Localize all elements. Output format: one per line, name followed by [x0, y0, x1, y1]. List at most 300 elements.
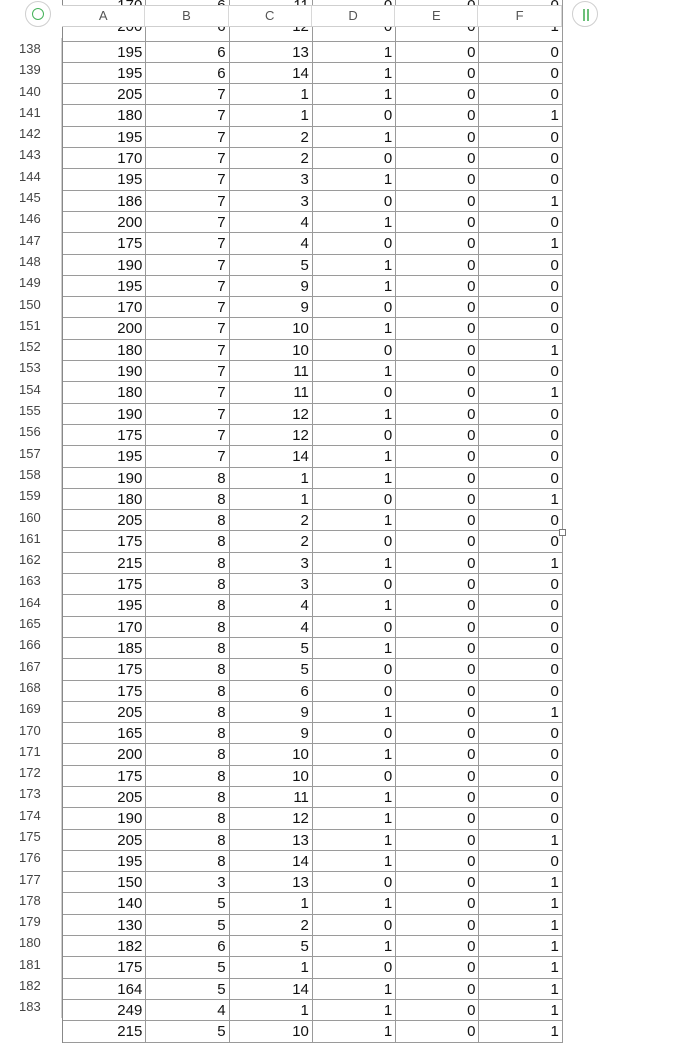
table-cell[interactable]: 175	[63, 659, 146, 679]
row-number[interactable]: 141	[14, 102, 62, 123]
table-cell[interactable]: 0	[396, 1000, 479, 1020]
table-cell[interactable]: 205	[63, 84, 146, 104]
table-cell[interactable]: 0	[313, 723, 396, 743]
table-cell[interactable]: 5	[146, 979, 229, 999]
table-cell[interactable]: 0	[479, 318, 562, 338]
table-cell[interactable]: 0	[313, 191, 396, 211]
table-cell[interactable]: 0	[396, 361, 479, 381]
table-cell[interactable]: 8	[146, 830, 229, 850]
column-header[interactable]: D	[312, 6, 395, 26]
table-cell[interactable]: 165	[63, 723, 146, 743]
table-cell[interactable]: 195	[63, 851, 146, 871]
table-cell[interactable]: 0	[396, 638, 479, 658]
row-number[interactable]: 157	[14, 443, 62, 464]
table-cell[interactable]: 7	[146, 425, 229, 445]
table-cell[interactable]: 0	[479, 212, 562, 232]
table-cell[interactable]: 0	[479, 297, 562, 317]
selection-handle[interactable]	[559, 529, 566, 536]
table-cell[interactable]: 0	[313, 915, 396, 935]
table-cell[interactable]: 1	[479, 382, 562, 402]
table-cell[interactable]: 150	[63, 872, 146, 892]
table-cell[interactable]: 0	[396, 851, 479, 871]
table-cell[interactable]: 7	[146, 255, 229, 275]
table-cell[interactable]: 0	[479, 766, 562, 786]
table-cell[interactable]: 2	[230, 915, 313, 935]
table-cell[interactable]: 0	[396, 297, 479, 317]
row-number[interactable]: 149	[14, 272, 62, 293]
table-cell[interactable]: 5	[230, 638, 313, 658]
table-cell[interactable]: 2	[230, 510, 313, 530]
table-cell[interactable]: 7	[146, 148, 229, 168]
row-number[interactable]: 175	[14, 826, 62, 847]
table-cell[interactable]: 170	[63, 148, 146, 168]
table-cell[interactable]: 11	[230, 361, 313, 381]
table-cell[interactable]: 7	[146, 105, 229, 125]
table-cell[interactable]: 195	[63, 595, 146, 615]
row-number[interactable]: 146	[14, 208, 62, 229]
row-number[interactable]: 155	[14, 400, 62, 421]
table-cell[interactable]: 0	[313, 766, 396, 786]
table-cell[interactable]: 0	[396, 255, 479, 275]
table-cell[interactable]: 0	[396, 617, 479, 637]
table-cell[interactable]: 185	[63, 638, 146, 658]
row-number[interactable]: 140	[14, 81, 62, 102]
row-number[interactable]: 145	[14, 187, 62, 208]
table-cell[interactable]: 3	[230, 553, 313, 573]
table-cell[interactable]: 140	[63, 893, 146, 913]
table-cell[interactable]: 195	[63, 127, 146, 147]
table-cell[interactable]: 205	[63, 787, 146, 807]
table-cell[interactable]: 0	[479, 361, 562, 381]
table-cell[interactable]: 0	[479, 169, 562, 189]
table-cell[interactable]: 1	[230, 489, 313, 509]
table-cell[interactable]: 5	[146, 893, 229, 913]
table-cell[interactable]: 0	[479, 574, 562, 594]
table-cell[interactable]: 1	[313, 702, 396, 722]
table-cell[interactable]: 1	[479, 191, 562, 211]
row-number[interactable]: 173	[14, 783, 62, 804]
table-cell[interactable]: 0	[396, 681, 479, 701]
table-cell[interactable]: 0	[313, 382, 396, 402]
row-number[interactable]: 144	[14, 166, 62, 187]
table-cell[interactable]: 0	[313, 617, 396, 637]
table-cell[interactable]: 200	[63, 744, 146, 764]
table-cell[interactable]: 1	[313, 893, 396, 913]
table-cell[interactable]: 2	[230, 531, 313, 551]
table-cell[interactable]: 10	[230, 340, 313, 360]
table-cell[interactable]: 9	[230, 297, 313, 317]
table-cell[interactable]: 1	[479, 105, 562, 125]
table-cell[interactable]: 0	[396, 191, 479, 211]
table-cell[interactable]: 0	[396, 702, 479, 722]
table-cell[interactable]: 180	[63, 489, 146, 509]
record-icon[interactable]	[25, 1, 51, 27]
table-cell[interactable]: 1	[479, 702, 562, 722]
table-cell[interactable]: 7	[146, 340, 229, 360]
table-cell[interactable]: 1	[313, 42, 396, 62]
table-cell[interactable]: 0	[396, 489, 479, 509]
table-cell[interactable]: 6	[230, 681, 313, 701]
table-cell[interactable]: 8	[146, 851, 229, 871]
row-number[interactable]: 182	[14, 975, 62, 996]
table-cell[interactable]: 1	[313, 84, 396, 104]
table-cell[interactable]: 9	[230, 276, 313, 296]
table-cell[interactable]: 182	[63, 936, 146, 956]
table-cell[interactable]: 0	[396, 276, 479, 296]
table-cell[interactable]: 1	[313, 276, 396, 296]
table-cell[interactable]: 1	[479, 233, 562, 253]
table-cell[interactable]: 1	[313, 979, 396, 999]
table-cell[interactable]: 1	[230, 1000, 313, 1020]
table-cell[interactable]: 8	[146, 723, 229, 743]
table-cell[interactable]: 8	[146, 595, 229, 615]
table-cell[interactable]: 0	[396, 531, 479, 551]
table-cell[interactable]: 7	[146, 318, 229, 338]
row-number[interactable]: 167	[14, 656, 62, 677]
table-cell[interactable]: 1	[313, 468, 396, 488]
table-cell[interactable]: 186	[63, 191, 146, 211]
table-cell[interactable]: 175	[63, 233, 146, 253]
table-cell[interactable]: 1	[230, 84, 313, 104]
row-number[interactable]: 170	[14, 720, 62, 741]
table-cell[interactable]: 8	[146, 702, 229, 722]
table-cell[interactable]: 190	[63, 404, 146, 424]
table-cell[interactable]: 190	[63, 808, 146, 828]
pause-icon[interactable]	[572, 1, 598, 27]
table-cell[interactable]: 0	[396, 340, 479, 360]
table-cell[interactable]: 8	[146, 787, 229, 807]
row-number[interactable]: 150	[14, 294, 62, 315]
table-cell[interactable]: 11	[230, 382, 313, 402]
table-cell[interactable]: 0	[313, 659, 396, 679]
table-cell[interactable]: 0	[396, 127, 479, 147]
table-cell[interactable]: 190	[63, 468, 146, 488]
table-cell[interactable]: 0	[479, 63, 562, 83]
table-cell[interactable]: 0	[479, 808, 562, 828]
row-number[interactable]: 164	[14, 592, 62, 613]
row-number[interactable]: 152	[14, 336, 62, 357]
table-cell[interactable]: 8	[146, 808, 229, 828]
table-cell[interactable]: 11	[230, 787, 313, 807]
table-cell[interactable]: 175	[63, 681, 146, 701]
table-cell[interactable]: 0	[396, 787, 479, 807]
table-cell[interactable]: 190	[63, 255, 146, 275]
table-cell[interactable]: 190	[63, 361, 146, 381]
table-cell[interactable]: 7	[146, 404, 229, 424]
table-cell[interactable]: 0	[396, 212, 479, 232]
table-cell[interactable]: 0	[313, 233, 396, 253]
row-number[interactable]: 180	[14, 932, 62, 953]
table-cell[interactable]: 0	[479, 510, 562, 530]
table-cell[interactable]: 195	[63, 276, 146, 296]
table-cell[interactable]: 7	[146, 191, 229, 211]
table-cell[interactable]: 8	[146, 617, 229, 637]
table-cell[interactable]: 0	[313, 297, 396, 317]
table-cell[interactable]: 4	[230, 617, 313, 637]
row-number[interactable]: 159	[14, 485, 62, 506]
row-number[interactable]: 168	[14, 677, 62, 698]
table-cell[interactable]: 215	[63, 553, 146, 573]
table-cell[interactable]: 0	[479, 84, 562, 104]
table-cell[interactable]: 6	[146, 42, 229, 62]
row-number[interactable]: 161	[14, 528, 62, 549]
table-cell[interactable]: 0	[479, 276, 562, 296]
table-cell[interactable]: 1	[313, 830, 396, 850]
table-cell[interactable]: 0	[479, 617, 562, 637]
table-cell[interactable]: 1	[313, 212, 396, 232]
column-header[interactable]: E	[395, 6, 478, 26]
table-cell[interactable]: 8	[146, 510, 229, 530]
table-cell[interactable]: 1	[313, 936, 396, 956]
table-cell[interactable]: 180	[63, 382, 146, 402]
row-number[interactable]: 147	[14, 230, 62, 251]
table-cell[interactable]: 3	[230, 191, 313, 211]
table-cell[interactable]: 180	[63, 105, 146, 125]
table-cell[interactable]: 12	[230, 404, 313, 424]
table-cell[interactable]: 0	[396, 766, 479, 786]
row-number[interactable]: 174	[14, 805, 62, 826]
table-cell[interactable]: 0	[479, 127, 562, 147]
row-number[interactable]: 148	[14, 251, 62, 272]
table-cell[interactable]: 195	[63, 63, 146, 83]
table-cell[interactable]: 0	[396, 84, 479, 104]
table-cell[interactable]: 195	[63, 169, 146, 189]
table-cell[interactable]: 1	[313, 744, 396, 764]
table-cell[interactable]: 0	[396, 744, 479, 764]
table-cell[interactable]: 1	[479, 936, 562, 956]
table-cell[interactable]: 8	[146, 531, 229, 551]
table-cell[interactable]: 0	[396, 404, 479, 424]
table-cell[interactable]: 1	[313, 169, 396, 189]
table-cell[interactable]: 175	[63, 531, 146, 551]
table-cell[interactable]: 10	[230, 1021, 313, 1041]
table-cell[interactable]: 1	[313, 63, 396, 83]
table-cell[interactable]: 14	[230, 851, 313, 871]
row-number[interactable]: 179	[14, 911, 62, 932]
table-cell[interactable]: 1	[313, 127, 396, 147]
table-cell[interactable]: 8	[146, 574, 229, 594]
table-cell[interactable]: 200	[63, 212, 146, 232]
table-cell[interactable]: 5	[146, 915, 229, 935]
table-cell[interactable]: 8	[146, 659, 229, 679]
table-cell[interactable]: 0	[479, 446, 562, 466]
row-number[interactable]: 154	[14, 379, 62, 400]
table-cell[interactable]: 7	[146, 84, 229, 104]
table-cell[interactable]: 0	[479, 851, 562, 871]
table-cell[interactable]: 0	[396, 830, 479, 850]
table-cell[interactable]: 195	[63, 42, 146, 62]
table-cell[interactable]: 4	[230, 233, 313, 253]
table-cell[interactable]: 0	[396, 382, 479, 402]
row-number[interactable]: 176	[14, 847, 62, 868]
table-cell[interactable]: 0	[396, 595, 479, 615]
table-cell[interactable]: 5	[146, 1021, 229, 1041]
row-number[interactable]: 163	[14, 570, 62, 591]
table-cell[interactable]: 0	[396, 1021, 479, 1041]
table-cell[interactable]: 1	[479, 872, 562, 892]
table-cell[interactable]: 1	[313, 361, 396, 381]
table-cell[interactable]: 14	[230, 979, 313, 999]
table-cell[interactable]: 8	[146, 553, 229, 573]
row-number[interactable]: 181	[14, 954, 62, 975]
table-cell[interactable]: 0	[479, 42, 562, 62]
table-cell[interactable]: 0	[313, 872, 396, 892]
table-cell[interactable]: 0	[396, 446, 479, 466]
table-cell[interactable]: 1	[230, 957, 313, 977]
table-cell[interactable]: 1	[313, 1000, 396, 1020]
table-cell[interactable]: 9	[230, 702, 313, 722]
row-number[interactable]: 151	[14, 315, 62, 336]
table-cell[interactable]: 0	[396, 915, 479, 935]
table-cell[interactable]: 0	[396, 574, 479, 594]
table-cell[interactable]: 0	[396, 957, 479, 977]
row-number[interactable]: 158	[14, 464, 62, 485]
table-cell[interactable]: 0	[479, 638, 562, 658]
table-cell[interactable]: 164	[63, 979, 146, 999]
table-cell[interactable]: 10	[230, 766, 313, 786]
table-cell[interactable]: 1	[230, 105, 313, 125]
table-cell[interactable]: 0	[396, 105, 479, 125]
table-cell[interactable]: 205	[63, 702, 146, 722]
table-cell[interactable]: 1	[313, 446, 396, 466]
table-cell[interactable]: 0	[396, 893, 479, 913]
table-cell[interactable]: 0	[479, 787, 562, 807]
row-number[interactable]: 143	[14, 144, 62, 165]
table-cell[interactable]: 13	[230, 830, 313, 850]
table-cell[interactable]: 0	[479, 425, 562, 445]
table-cell[interactable]: 14	[230, 63, 313, 83]
table-cell[interactable]: 7	[146, 127, 229, 147]
table-cell[interactable]: 0	[313, 105, 396, 125]
table-cell[interactable]: 1	[479, 553, 562, 573]
table-cell[interactable]: 0	[396, 148, 479, 168]
table-cell[interactable]: 5	[230, 659, 313, 679]
table-cell[interactable]: 175	[63, 425, 146, 445]
table-cell[interactable]: 1	[479, 893, 562, 913]
table-cell[interactable]: 1	[313, 553, 396, 573]
table-cell[interactable]: 7	[146, 233, 229, 253]
table-cell[interactable]: 9	[230, 723, 313, 743]
table-cell[interactable]: 7	[146, 297, 229, 317]
table-cell[interactable]: 5	[146, 957, 229, 977]
table-cell[interactable]: 0	[313, 531, 396, 551]
table-cell[interactable]: 10	[230, 318, 313, 338]
table-cell[interactable]: 195	[63, 446, 146, 466]
table-cell[interactable]: 12	[230, 808, 313, 828]
table-cell[interactable]: 1	[313, 808, 396, 828]
table-cell[interactable]: 1	[479, 1000, 562, 1020]
table-cell[interactable]: 175	[63, 574, 146, 594]
column-header[interactable]: B	[145, 6, 228, 26]
table-cell[interactable]: 0	[396, 510, 479, 530]
table-cell[interactable]: 5	[230, 255, 313, 275]
table-cell[interactable]: 0	[479, 659, 562, 679]
table-cell[interactable]: 0	[313, 425, 396, 445]
table-cell[interactable]: 0	[313, 340, 396, 360]
column-header[interactable]: A	[62, 6, 145, 26]
row-number[interactable]: 166	[14, 634, 62, 655]
table-cell[interactable]: 0	[313, 574, 396, 594]
table-cell[interactable]: 175	[63, 957, 146, 977]
row-number[interactable]: 138	[14, 38, 62, 59]
table-cell[interactable]: 2	[230, 127, 313, 147]
table-cell[interactable]: 0	[313, 957, 396, 977]
table-cell[interactable]: 175	[63, 766, 146, 786]
table-cell[interactable]: 5	[230, 936, 313, 956]
table-cell[interactable]: 0	[479, 468, 562, 488]
table-cell[interactable]: 0	[479, 255, 562, 275]
table-cell[interactable]: 0	[396, 936, 479, 956]
table-cell[interactable]: 7	[146, 446, 229, 466]
table-cell[interactable]: 1	[313, 1021, 396, 1041]
table-cell[interactable]: 1	[230, 893, 313, 913]
row-number[interactable]: 156	[14, 421, 62, 442]
table-cell[interactable]: 4	[230, 595, 313, 615]
table-cell[interactable]: 8	[146, 468, 229, 488]
table-cell[interactable]: 0	[396, 318, 479, 338]
table-cell[interactable]: 205	[63, 510, 146, 530]
table-cell[interactable]: 7	[146, 169, 229, 189]
row-number[interactable]: 178	[14, 890, 62, 911]
table-cell[interactable]: 1	[479, 340, 562, 360]
table-cell[interactable]: 1	[313, 255, 396, 275]
table-cell[interactable]: 200	[63, 318, 146, 338]
table-cell[interactable]: 1	[313, 851, 396, 871]
table-cell[interactable]: 6	[146, 63, 229, 83]
table-cell[interactable]: 8	[146, 681, 229, 701]
table-cell[interactable]: 3	[230, 169, 313, 189]
table-cell[interactable]: 1	[479, 979, 562, 999]
table-cell[interactable]: 0	[396, 468, 479, 488]
row-number[interactable]: 172	[14, 762, 62, 783]
table-cell[interactable]: 0	[479, 744, 562, 764]
table-cell[interactable]: 8	[146, 744, 229, 764]
row-number[interactable]: 153	[14, 357, 62, 378]
table-cell[interactable]: 8	[146, 766, 229, 786]
table-cell[interactable]: 6	[146, 936, 229, 956]
row-number[interactable]: 177	[14, 869, 62, 890]
table-cell[interactable]: 7	[146, 276, 229, 296]
row-number[interactable]: 162	[14, 549, 62, 570]
table-cell[interactable]: 170	[63, 297, 146, 317]
row-number[interactable]: 165	[14, 613, 62, 634]
row-number[interactable]: 142	[14, 123, 62, 144]
table-cell[interactable]: 0	[479, 148, 562, 168]
table-cell[interactable]: 1	[313, 638, 396, 658]
column-header[interactable]: C	[229, 6, 312, 26]
table-cell[interactable]: 1	[479, 915, 562, 935]
table-cell[interactable]: 0	[396, 979, 479, 999]
table-cell[interactable]: 4	[146, 1000, 229, 1020]
table-cell[interactable]: 170	[63, 617, 146, 637]
table-cell[interactable]: 0	[396, 808, 479, 828]
table-cell[interactable]: 2	[230, 148, 313, 168]
table-cell[interactable]: 1	[313, 318, 396, 338]
table-cell[interactable]: 0	[396, 425, 479, 445]
table-cell[interactable]: 0	[396, 169, 479, 189]
table-cell[interactable]: 205	[63, 830, 146, 850]
table-cell[interactable]: 13	[230, 42, 313, 62]
table-cell[interactable]: 0	[396, 233, 479, 253]
table-cell[interactable]: 0	[396, 553, 479, 573]
table-cell[interactable]: 0	[396, 872, 479, 892]
table-cell[interactable]: 180	[63, 340, 146, 360]
table-cell[interactable]: 1	[230, 468, 313, 488]
row-number[interactable]: 171	[14, 741, 62, 762]
table-cell[interactable]: 14	[230, 446, 313, 466]
table-cell[interactable]: 8	[146, 638, 229, 658]
table-cell[interactable]: 130	[63, 915, 146, 935]
